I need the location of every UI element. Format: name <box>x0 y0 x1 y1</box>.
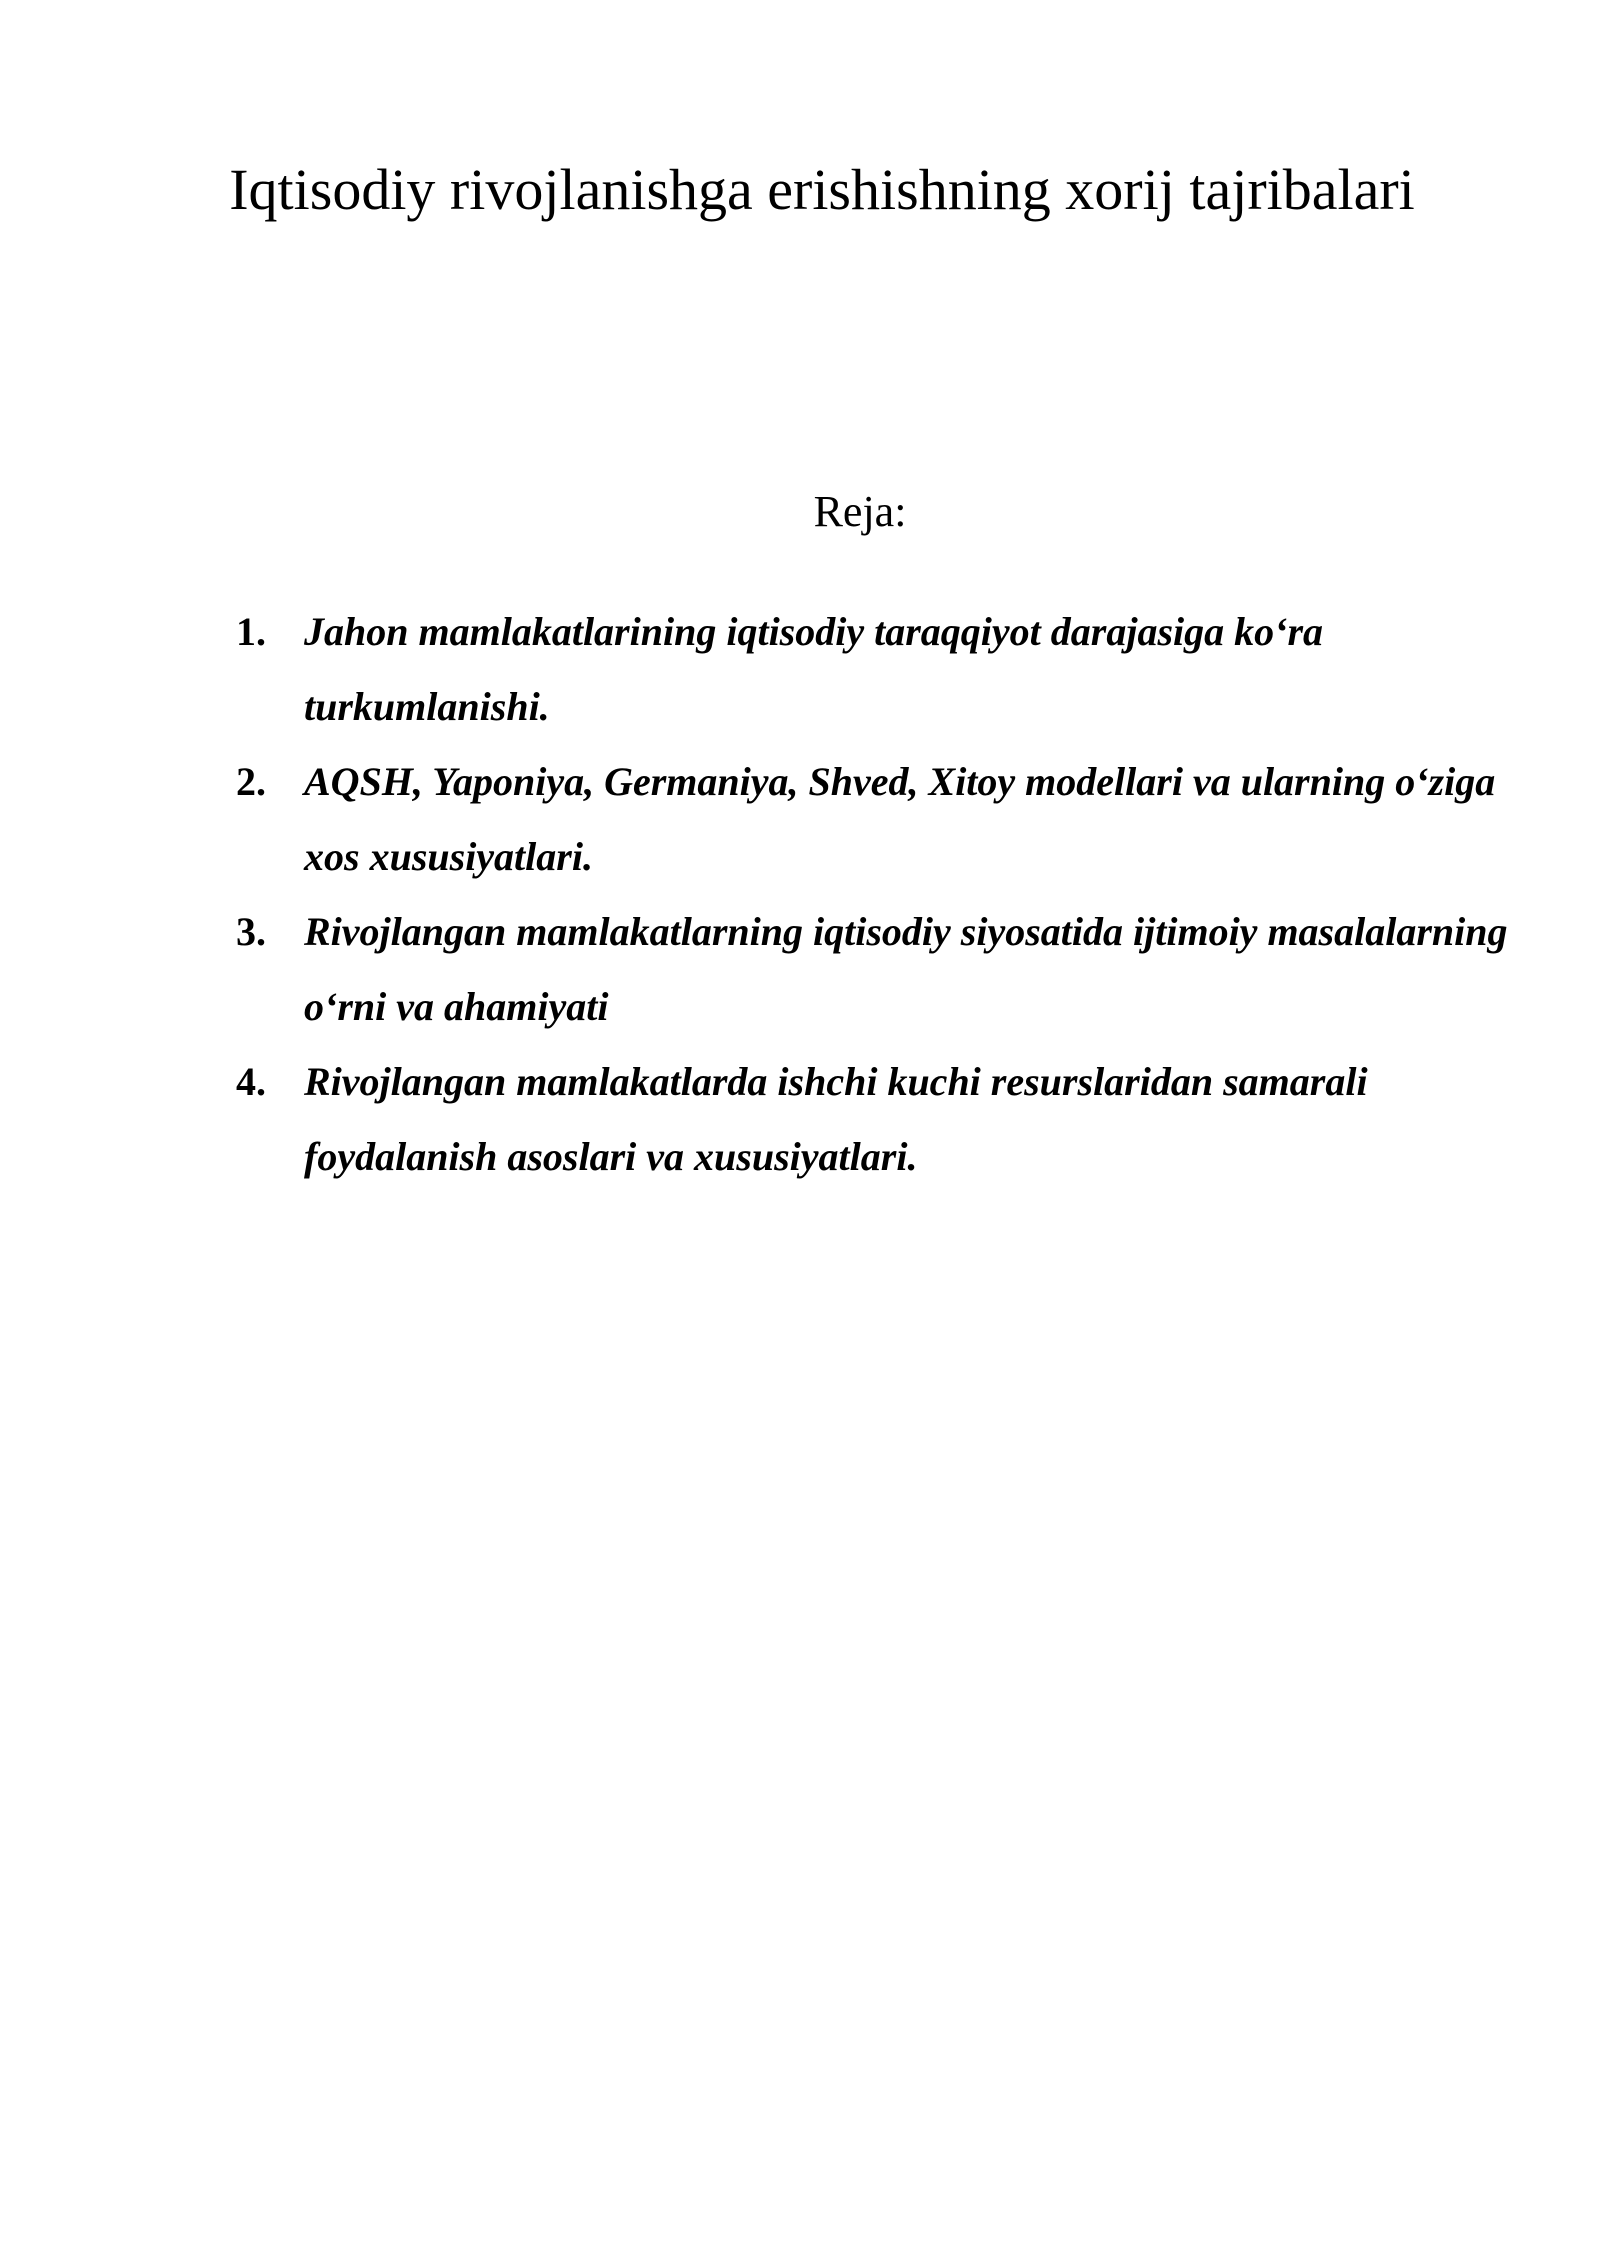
plan-item-1 <box>236 594 1526 744</box>
plan-item-number: 1. <box>236 609 266 654</box>
plan-item-4 <box>236 1044 1526 1194</box>
plan-item-number: 4. <box>236 1059 266 1104</box>
plan-item-text: Rivojlangan mamlakatlarda ishchi kuchi resurslaridan samarali foydalanish asoslari va xususiyatlari. <box>304 1059 1368 1179</box>
plan-item-3 <box>236 894 1526 1044</box>
plan-item-text: Rivojlangan mamlakatlarning iqtisodiy siyosatida ijtimoiy masalalarning o‘rni va ahamiyati <box>304 909 1508 1029</box>
plan-item-number: 3. <box>236 909 266 954</box>
plan-item-text: Jahon mamlakatlarining iqtisodiy taraqqiyot darajasiga ko‘ra turkumlanishi. <box>304 609 1324 729</box>
plan-list <box>236 594 1526 1194</box>
document-title: Iqtisodiy rivojlanishga erishishning xorij tajribalari <box>229 157 1415 222</box>
plan-item-2 <box>236 744 1526 894</box>
plan-heading: Reja: <box>813 487 907 536</box>
plan-item-number: 2. <box>236 759 266 804</box>
plan-item-text: AQSH, Yaponiya, Germaniya, Shved, Xitoy modellari va ularning o‘ziga xos xususiyatlari. <box>304 759 1496 879</box>
